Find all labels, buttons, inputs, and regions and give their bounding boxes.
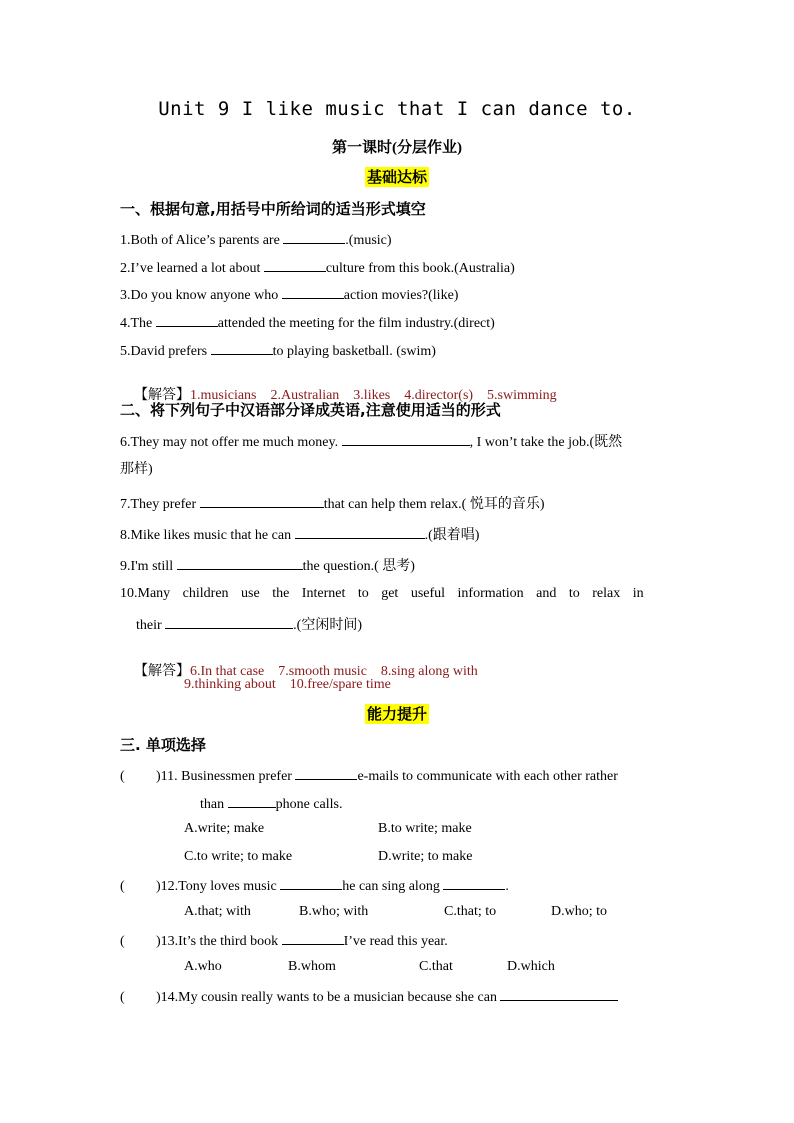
- q13-answer-paren[interactable]: (: [120, 934, 125, 949]
- q3-hint: action movies?(like): [343, 288, 459, 303]
- question-14: [120, 986, 618, 1007]
- q4-text: 4.The: [120, 316, 156, 331]
- q13-text-rest: I’ve read this year.: [343, 934, 448, 949]
- question-6: [120, 431, 622, 452]
- q6-blank[interactable]: [342, 431, 470, 446]
- level-badge-advanced-wrap: [0, 703, 794, 724]
- level-badge-advanced: 能力提升: [366, 705, 427, 723]
- question-10-cont: [136, 614, 362, 635]
- question-5: [120, 340, 436, 361]
- question-7: [120, 493, 545, 514]
- q14-answer-paren[interactable]: (: [120, 990, 125, 1005]
- section3-heading: 三. 单项选择: [120, 736, 206, 754]
- section2-answer-line1: 6.In that case 7.smooth music 8.sing along with: [190, 664, 478, 679]
- question-11: [120, 765, 618, 786]
- question-2: [120, 257, 515, 278]
- q12-answer-paren[interactable]: (: [120, 879, 125, 894]
- q7-text: 7.They prefer: [120, 497, 200, 512]
- q13-blank: [282, 930, 344, 945]
- q2-hint: culture from this book.(Australia): [325, 261, 515, 276]
- q4-hint: attended the meeting for the film industry.(direct): [217, 316, 495, 331]
- section1-answer-text: 1.musicians 2.Australian 3.likes 4.director(s) 5.swimming: [190, 388, 557, 403]
- q1-hint: .(music): [345, 233, 392, 248]
- question-8: [120, 524, 479, 545]
- q11-blank-1: [295, 765, 357, 780]
- q3-blank[interactable]: [282, 284, 344, 299]
- q3-text: 3.Do you know anyone who: [120, 288, 282, 303]
- question-1: [120, 229, 392, 250]
- q9-blank[interactable]: [177, 555, 303, 570]
- q12-option-a[interactable]: A.that; with: [184, 904, 251, 919]
- q8-hint: .(跟着唱): [424, 528, 480, 543]
- question-6-cont: 那样): [120, 462, 153, 477]
- q8-blank[interactable]: [295, 524, 425, 539]
- q11-answer-paren[interactable]: (: [120, 769, 125, 784]
- q10-text: their: [136, 618, 166, 633]
- q13-option-d[interactable]: D.which: [507, 959, 555, 974]
- answer-tag-1: 【解答】: [134, 388, 190, 403]
- q5-hint: to playing basketball. (swim): [272, 344, 436, 359]
- q11-option-b[interactable]: B.to write; make: [378, 821, 472, 836]
- q9-text: 9.I'm still: [120, 559, 177, 574]
- q11-option-c[interactable]: C.to write; to make: [184, 849, 293, 864]
- q12-text: )12.Tony loves music: [156, 879, 281, 894]
- q14-text: )14.My cousin really wants to be a musician because she can: [156, 990, 501, 1005]
- q12-blank-2: [443, 875, 505, 890]
- q7-hint: that can help them relax.( 悦耳的音乐): [323, 497, 545, 512]
- question-13: [120, 930, 448, 951]
- q1-blank[interactable]: [283, 229, 345, 244]
- q11-text: )11. Businessmen prefer: [156, 769, 296, 784]
- q5-blank[interactable]: [211, 340, 273, 355]
- q11-option-d[interactable]: D.write; to make: [378, 849, 473, 864]
- q13-text: )13.It’s the third book: [156, 934, 282, 949]
- q11-blank-2: [228, 793, 276, 808]
- level-badge-basic-wrap: [0, 166, 794, 187]
- q13-option-c[interactable]: C.that: [419, 959, 453, 974]
- q12-option-c[interactable]: C.that; to: [444, 904, 497, 919]
- level-badge-basic: 基础达标: [366, 168, 427, 186]
- question-12: [120, 875, 509, 896]
- q11-cont-text: than: [200, 797, 228, 812]
- question-9: [120, 555, 415, 576]
- q10-hint: .(空闲时间): [293, 618, 362, 633]
- q9-hint: the question.( 思考): [302, 559, 415, 574]
- section2-answer-line2: 9.thinking about 10.free/spare time: [184, 677, 391, 692]
- question-3: [120, 284, 458, 305]
- q14-blank: [500, 986, 618, 1001]
- q11-text-rest: e-mails to communicate with each other rather: [357, 769, 618, 784]
- q13-option-b[interactable]: B.whom: [288, 959, 336, 974]
- q2-text: 2.I’ve learned a lot about: [120, 261, 264, 276]
- q12-blank-1: [280, 875, 342, 890]
- q10-blank[interactable]: [165, 614, 293, 629]
- q2-blank[interactable]: [264, 257, 326, 272]
- section2-heading: 二、将下列句子中汉语部分译成英语,注意使用适当的形式: [120, 401, 501, 419]
- lesson-subtitle: 第一课时(分层作业): [332, 140, 462, 156]
- q5-text: 5.David prefers: [120, 344, 211, 359]
- question-4: [120, 312, 495, 333]
- answer-tag-2: 【解答】: [134, 664, 190, 679]
- q12-option-d[interactable]: D.who; to: [551, 904, 607, 919]
- q13-option-a[interactable]: A.who: [184, 959, 222, 974]
- q8-text: 8.Mike likes music that he can: [120, 528, 295, 543]
- section1-heading: 一、根据句意,用括号中所给词的适当形式填空: [120, 200, 426, 218]
- q12-option-b[interactable]: B.who; with: [299, 904, 369, 919]
- q12-text-mid: he can sing along: [342, 879, 444, 894]
- q7-blank[interactable]: [200, 493, 324, 508]
- q6-hint: , I won’t take the job.(既然: [469, 435, 623, 450]
- question-11-cont: [200, 793, 342, 814]
- q11-option-a[interactable]: A.write; make: [184, 821, 265, 836]
- q4-blank[interactable]: [156, 312, 218, 327]
- q11-cont-rest: phone calls.: [275, 797, 343, 812]
- question-10: [120, 585, 672, 603]
- q1-text: 1.Both of Alice’s parents are: [120, 233, 284, 248]
- q10-text-line1: 10.Many children use the Internet to get useful information and to relax in: [120, 586, 644, 601]
- q6-text: 6.They may not offer me much money.: [120, 435, 342, 450]
- page-title: Unit 9 I like music that I can dance to.: [158, 98, 636, 120]
- q12-text-end: .: [505, 879, 509, 894]
